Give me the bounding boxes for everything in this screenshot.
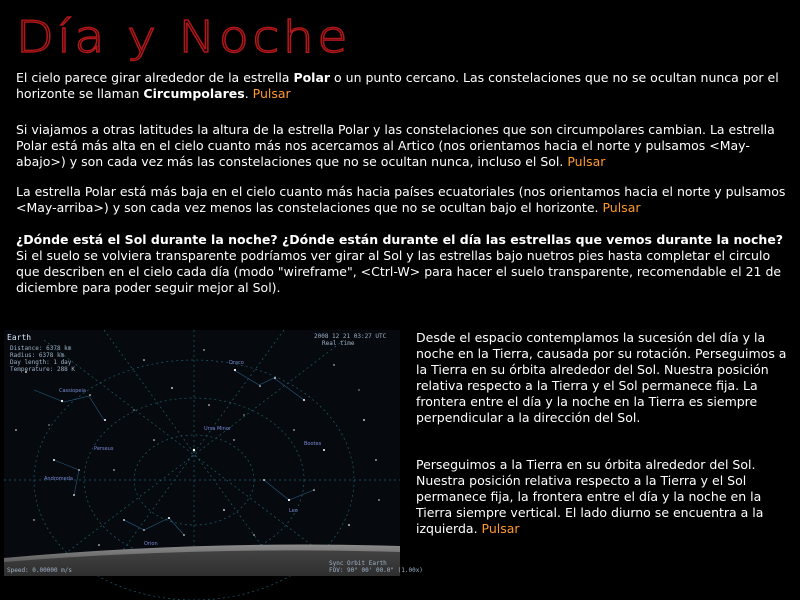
hud-date: 2008 12 21 03:27 UTC [314, 333, 387, 340]
hud-fov: FOV: 90° 00' 00.0" (1.00x) [329, 567, 423, 574]
svg-text:Andromeda: Andromeda [44, 476, 73, 482]
p1-text-2: o un punto cercano. Las constelaciones que no se ocultan nunca por el horizonte se llaman [16, 70, 779, 101]
hud-info-line-3: Day length: 1 day [10, 359, 72, 366]
paragraph-ecuatoriales [16, 184, 786, 216]
hud-info-line-4: Temperature: 288 K [10, 366, 76, 373]
hud-speed: Speed: 0.00000 m/s [7, 567, 73, 574]
side-paragraph-space [416, 330, 788, 426]
p2-text: Si viajamos a otras latitudes la altura de la estrella Polar y las constelaciones que son circumpolares cambian. La estrella Polar está más alta en el cielo cuanto más nos acercamos al Artico (nos orientamos hacia el norte y pulsamos <May-abajo>) y son cada vez más las constelaciones que no se ocultan nunca, incluso el Sol. [16, 122, 775, 169]
svg-text:Ursa Minor: Ursa Minor [204, 426, 231, 432]
pulsar-link-4[interactable]: Pulsar [481, 521, 520, 536]
paragraph-sol-noche [16, 232, 786, 296]
paragraph-circumpolar [16, 70, 786, 102]
page-title: Día y Noche [16, 12, 351, 63]
p3-text: La estrella Polar está más baja en el cielo cuanto más hacia países ecuatoriales (nos orientamos hacia el norte y pulsamos <May-arriba>) y son cada vez menos las constelaciones que no se ocultan bajo el horizonte. [16, 184, 786, 215]
celestia-screenshot [4, 330, 423, 576]
hud-time-mode: Real time [322, 340, 355, 347]
p4-bold-question: ¿Dónde está el Sol durante la noche? ¿Dónde están durante el día las estrellas que vemos durante la noche? [16, 232, 784, 247]
star-field-graphic [4, 330, 423, 576]
p1-bold-circumpolares: Circumpolares [143, 86, 245, 101]
pulsar-link-1[interactable]: Pulsar [252, 86, 291, 101]
paragraph-latitudes [16, 122, 786, 170]
hud-info-line-1: Distance: 6378 km [10, 345, 72, 352]
p4-text: Si el suelo se volviera transparente podríamos ver girar al Sol y las estrellas bajo nuetros pies hasta completar el circulo que describen en el cielo cada día (modo "wireframe", <Ctrl-W> para hacer el suelo transparente, recomendable el 21 de diciembre para poder seguir mejor al Sol). [16, 248, 782, 295]
hud-object-label: Earth [7, 333, 32, 342]
svg-text:Draco: Draco [229, 360, 244, 366]
hud-sync-orbit: Sync Orbit Earth [329, 560, 387, 567]
side2-text: Perseguimos a la Tierra en su órbita alrededor del Sol. Nuestra posición relativa respecto a la Tierra y el Sol permanece fija, la frontera entre el día y la noche en la Tierra siempre vertical. El lado diurno se encuentra a la izquierda. [416, 457, 764, 536]
svg-text:Cassiopeia: Cassiopeia [59, 388, 86, 394]
svg-text:Bootes: Bootes [304, 441, 322, 447]
side-paragraph-orbit [416, 457, 788, 537]
p1-text-3: . [244, 86, 253, 101]
pulsar-link-3[interactable]: Pulsar [602, 200, 641, 215]
svg-text:Orion: Orion [144, 541, 158, 547]
side1-text: Desde el espacio contemplamos la sucesión del día y la noche en la Tierra, causada por su rotación. Perseguimos a la Tierra en su órbita alrededor del Sol. Nuestra posición relativa respecto a la Tierra y el Sol permanece fija. La frontera entre el día y la noche en la Tierra es siempre perpendicular a la dirección del Sol. [416, 330, 787, 425]
pulsar-link-2[interactable]: Pulsar [567, 154, 606, 169]
p1-bold-polar: Polar [293, 70, 331, 85]
svg-text:Leo: Leo [289, 508, 298, 514]
hud-info-line-2: Radius: 6378 km [10, 352, 65, 359]
svg-text:Perseus: Perseus [94, 446, 114, 452]
p1-text-1: El cielo parece girar alrededor de la estrella [16, 70, 294, 85]
